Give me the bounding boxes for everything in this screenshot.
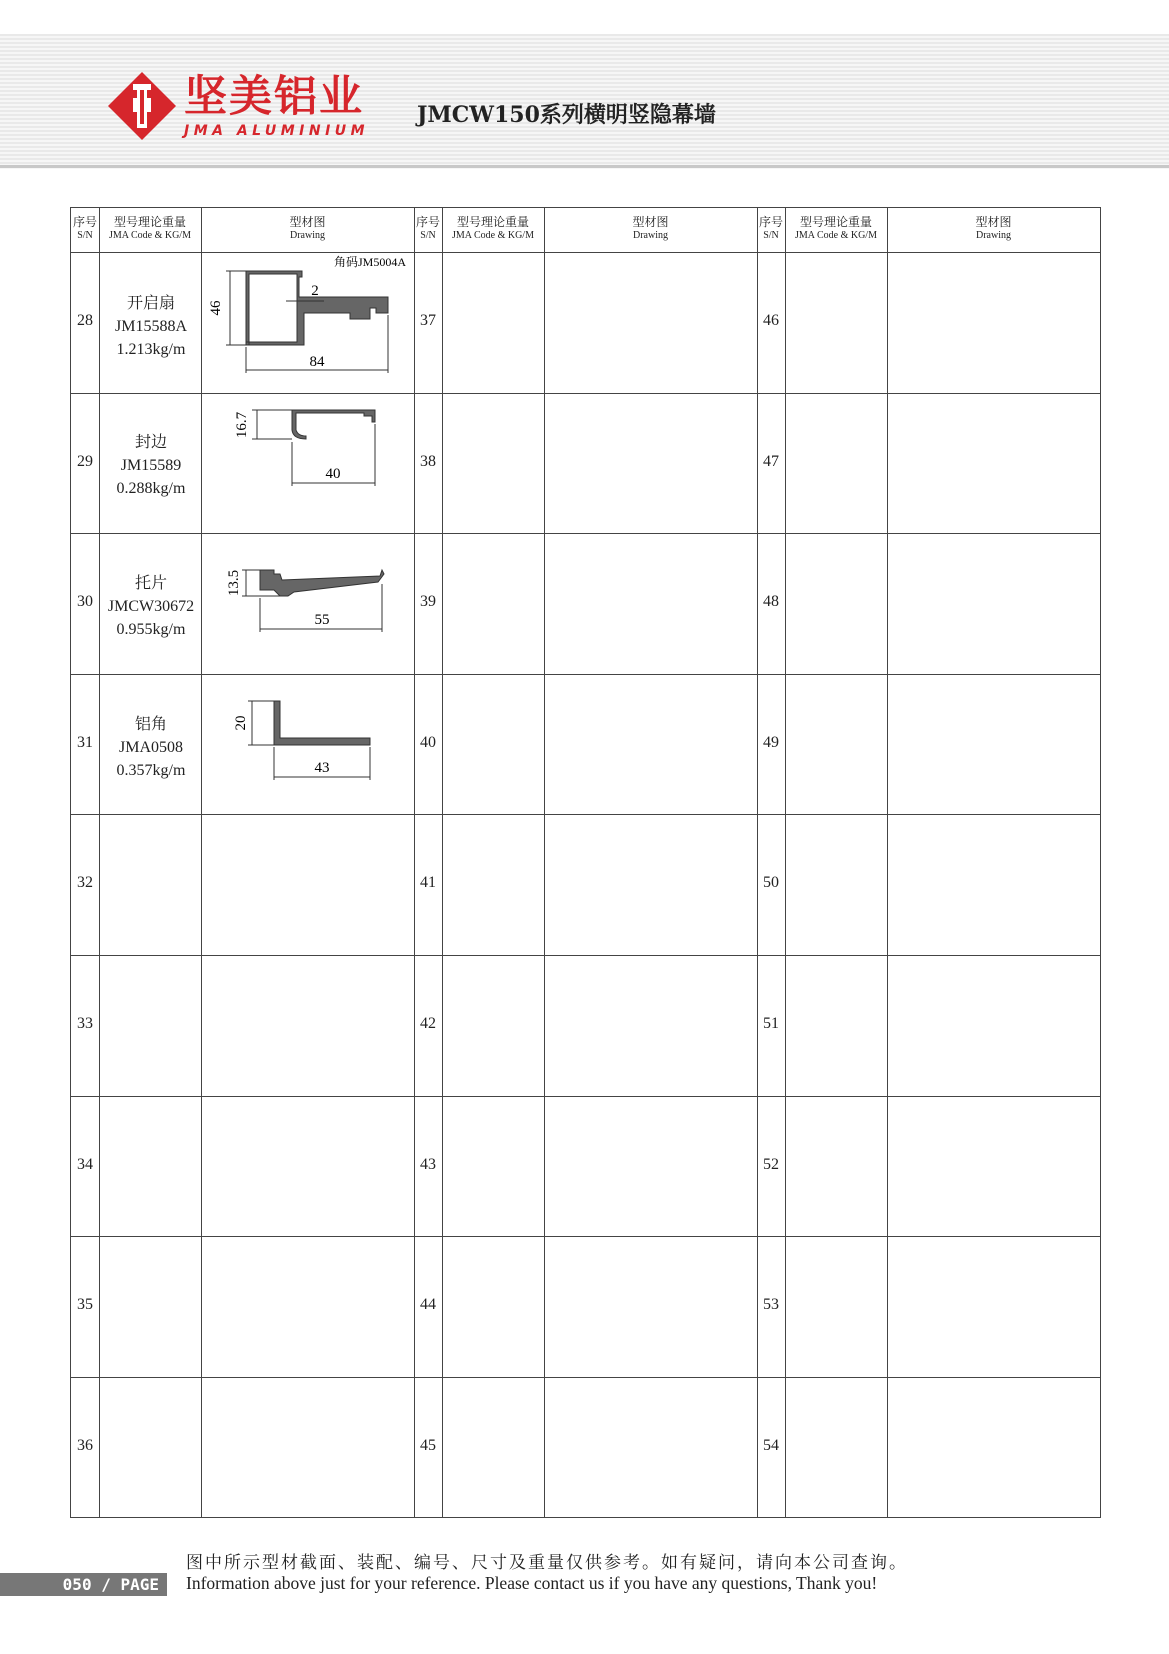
row-divider: [71, 814, 1100, 815]
footer-note-cn: 图中所示型材截面、装配、编号、尺寸及重量仅供参考。如有疑问，请向本公司查询。: [186, 1553, 908, 1573]
header-code: 型号理论重量 JMA Code & KG/M: [795, 215, 877, 241]
footer-note-en: Information above just for your reference. Please contact us if you have any questions, Thank you!: [186, 1573, 878, 1593]
profile-info-30: [100, 572, 202, 641]
dim-gap: 2: [311, 283, 319, 299]
profile-drawing-28: [202, 253, 414, 393]
dim-height: 46: [208, 300, 224, 316]
dim-height: 16.7: [234, 411, 250, 439]
header-sn: 序号 S/N: [758, 215, 783, 241]
col-divider: [99, 208, 100, 1517]
profile-code: JM15589: [120, 457, 182, 474]
brand-name-cn: 坚美铝业: [184, 72, 364, 122]
header-divider: [0, 165, 1169, 168]
dim-width: 55: [314, 612, 330, 628]
row-divider: [71, 1096, 1100, 1097]
sn-cell: 33: [77, 1015, 93, 1032]
dim-height: 13.5: [226, 569, 242, 597]
profile-info-31: [100, 713, 202, 782]
profile-shape: [274, 701, 370, 745]
sn-cell: 40: [420, 734, 436, 751]
header-code: 型号理论重量 JMA Code & KG/M: [452, 215, 534, 241]
sn-cell: 31: [77, 734, 93, 751]
row-divider: [71, 1236, 1100, 1237]
col-divider: [414, 208, 415, 1517]
profile-info-29: [100, 431, 202, 500]
sn-cell: 38: [420, 453, 436, 470]
header-sn: 序号 S/N: [72, 215, 97, 241]
sn-cell: 32: [77, 874, 93, 891]
col-divider: [887, 208, 888, 1517]
profile-table: [70, 207, 1101, 1518]
profile-code: JMCW30672: [107, 598, 195, 615]
profile-weight: 1.213kg/m: [116, 341, 186, 358]
profile-shape: [260, 570, 384, 596]
dim-height: 20: [233, 715, 249, 731]
profile-shape: [292, 410, 375, 439]
sn-cell: 48: [763, 593, 779, 610]
sn-cell: 51: [763, 1015, 779, 1032]
sn-cell: 39: [420, 593, 436, 610]
col-divider: [544, 208, 545, 1517]
sn-cell: 42: [420, 1015, 436, 1032]
header-sn: 序号 S/N: [415, 215, 440, 241]
profile-weight: 0.357kg/m: [116, 762, 186, 779]
page-number: 050 / PAGE: [0, 1573, 167, 1596]
sn-cell: 36: [77, 1437, 93, 1454]
col-divider: [785, 208, 786, 1517]
brand-name-en: JMA ALUMINIUM: [184, 123, 370, 139]
sn-cell: 50: [763, 874, 779, 891]
sn-cell: 46: [763, 312, 779, 329]
profile-weight: 0.288kg/m: [116, 480, 186, 497]
sn-cell: 29: [77, 453, 93, 470]
sn-cell: 43: [420, 1156, 436, 1173]
header-drawing: 型材图 Drawing: [975, 215, 1012, 241]
header-drawing: 型材图 Drawing: [289, 215, 326, 241]
profile-drawing-30: [202, 534, 414, 674]
dim-width: 43: [314, 760, 330, 776]
sn-cell: 30: [77, 593, 93, 610]
header-drawing: 型材图 Drawing: [632, 215, 669, 241]
page-title: JMCW150系列横明竖隐幕墙: [417, 102, 716, 128]
sn-cell: 28: [77, 312, 93, 329]
sn-cell: 45: [420, 1437, 436, 1454]
sn-cell: 49: [763, 734, 779, 751]
header-code: 型号理论重量 JMA Code & KG/M: [109, 215, 191, 241]
row-divider: [71, 1377, 1100, 1378]
profile-code: JM15588A: [114, 318, 187, 335]
col-divider: [757, 208, 758, 1517]
dim-width: 84: [309, 354, 325, 370]
sn-cell: 47: [763, 453, 779, 470]
profile-name: 开启扇: [126, 295, 175, 312]
profile-drawing-31: [202, 675, 414, 814]
profile-info-28: [100, 292, 202, 361]
profile-weight: 0.955kg/m: [116, 621, 186, 638]
sn-cell: 41: [420, 874, 436, 891]
profile-name: 封边: [134, 434, 167, 451]
sn-cell: 34: [77, 1156, 93, 1173]
col-divider: [442, 208, 443, 1517]
sn-cell: 37: [420, 312, 436, 329]
sn-cell: 44: [420, 1296, 436, 1313]
profile-code: JMA0508: [118, 739, 183, 756]
profile-name: 托片: [134, 575, 167, 592]
sn-cell: 52: [763, 1156, 779, 1173]
sn-cell: 53: [763, 1296, 779, 1313]
sn-cell: 54: [763, 1437, 779, 1454]
jma-logo-icon: [106, 70, 178, 142]
dim-width: 40: [325, 466, 341, 482]
sn-cell: 35: [77, 1296, 93, 1313]
profile-name: 铝角: [134, 716, 167, 733]
corner-code-label: 角码JM5004A: [333, 255, 406, 269]
profile-drawing-29: [202, 394, 414, 533]
row-divider: [71, 955, 1100, 956]
